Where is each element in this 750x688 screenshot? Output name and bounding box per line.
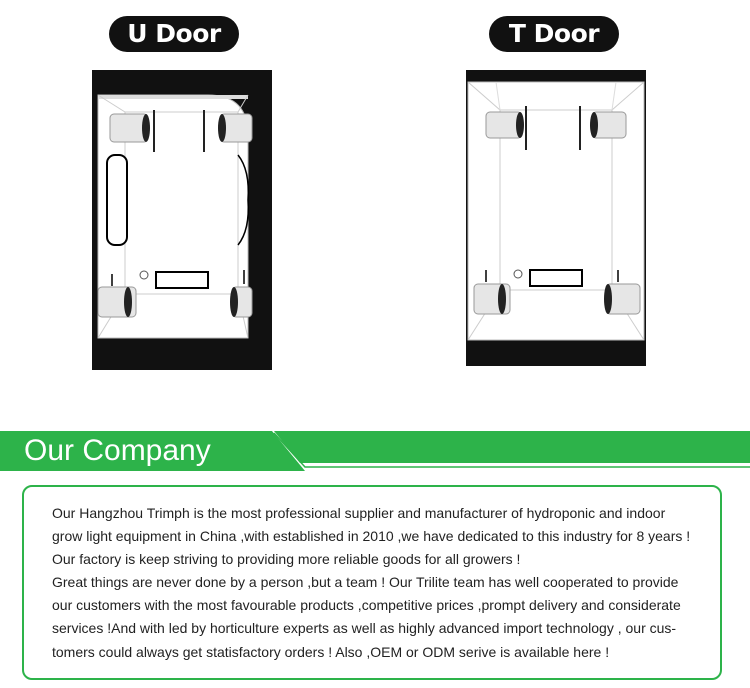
t-door-tent-illustration bbox=[466, 70, 646, 366]
description-line: services !And with led by horticulture experts as well as highly advanced import technology , our cus- bbox=[52, 620, 677, 637]
description-line: our customers with the most favourable products ,competitive prices ,prompt delivery and considerate bbox=[52, 597, 681, 614]
description-line: Our factory is keep striving to providing more reliable goods for all growers ! bbox=[52, 551, 521, 568]
company-description bbox=[52, 502, 712, 664]
t-door-label: T Door bbox=[489, 16, 619, 52]
description-line: tomers could always get statisfactory orders ! Also ,OEM or ODM serive is available here ! bbox=[52, 643, 610, 660]
description-line: grow light equipment in China ,with established in 2010 ,we have dedicated to this industry for 8 years ! bbox=[52, 528, 691, 545]
section-title: Our Company bbox=[24, 434, 211, 467]
description-line: Our Hangzhou Trimph is the most professional supplier and manufacturer of hydroponic and indoor bbox=[52, 505, 666, 521]
u-door-label: U Door bbox=[109, 16, 239, 52]
description-line: Great things are never done by a person ,but a team ! Our Trilite team has well cooperated to provide bbox=[52, 574, 679, 591]
u-door-tent-illustration bbox=[92, 70, 272, 370]
